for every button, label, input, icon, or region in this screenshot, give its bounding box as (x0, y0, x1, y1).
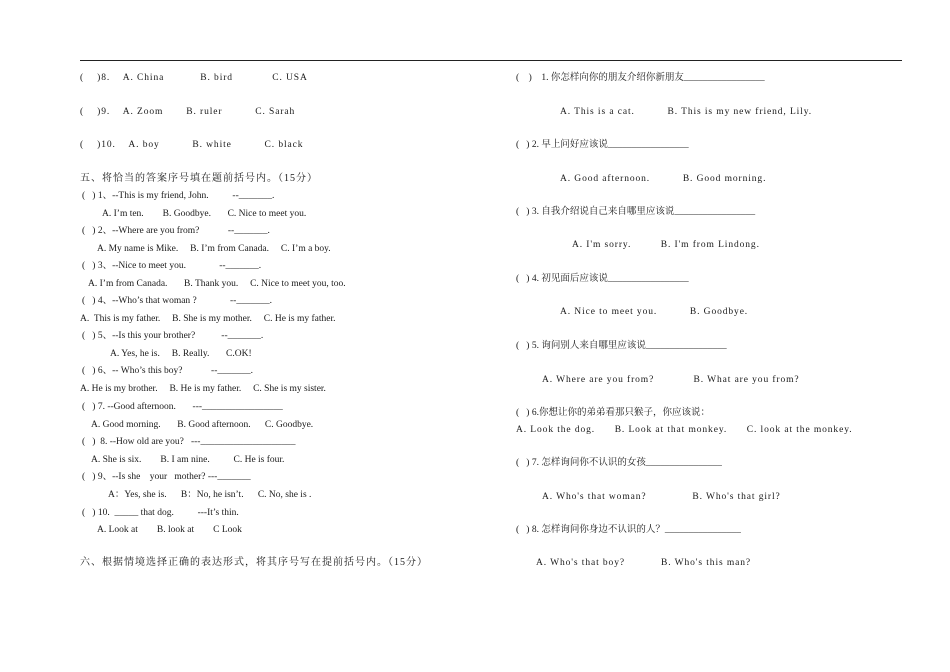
r-options-4: A. Nice to meet you. B. Goodbye. (560, 307, 749, 317)
r-options-6: A. Look the dog. B. Look at that monkey. C. look at the monkey. (516, 425, 853, 435)
r-options-1: A. This is a cat. B. This is my new friend, Lily. (560, 107, 813, 117)
question-9: ( )9. A. Zoom B. ruler C. Sarah (80, 107, 296, 117)
section-5-title: 五、将恰当的答案序号填在题前括号内。（15分） (80, 173, 318, 184)
s5-options-4: A. This is my father. B. She is my mother. C. He is my father. (80, 314, 336, 324)
s5-question-7: ( ) 7. --Good afternoon. ---_________________ (82, 402, 283, 412)
r-question-6: ( ) 6.你想让你的弟弟看那只猴子，你应该说： (516, 408, 710, 418)
s5-options-1: A. I’m ten. B. Goodbye. C. Nice to meet you. (102, 209, 307, 219)
s5-question-4: ( ) 4、--Who’s that woman ? --_______. (82, 296, 272, 306)
s5-question-5: ( ) 5、--Is this your brother? --_______. (82, 331, 264, 341)
s5-options-10: A. Look at B. look at C Look (97, 525, 242, 535)
s5-question-10: ( ) 10. _____ that dog. ---It’s thin. (82, 508, 239, 518)
s5-options-5: A. Yes, he is. B. Really. C.OK! (110, 349, 252, 359)
r-options-7: A. Who's that woman? B. Who's that girl? (542, 492, 781, 502)
s5-options-3: A. I’m from Canada. B. Thank you. C. Nice to meet you, too. (88, 279, 346, 289)
s5-options-8: A. She is six. B. I am nine. C. He is four. (91, 455, 285, 465)
r-options-8: A. Who's that boy? B. Who's this man? (536, 558, 752, 568)
r-question-7: ( ) 7. 怎样询问你不认识的女孩________________ (516, 458, 722, 468)
r-options-2: A. Good afternoon. B. Good morning. (560, 174, 767, 184)
r-question-2: ( ) 2. 早上问好应该说_________________ (516, 140, 689, 150)
r-question-4: ( ) 4. 初见面后应该说_________________ (516, 274, 689, 284)
question-8: ( )8. A. China B. bird C. USA (80, 73, 308, 83)
s5-question-3: ( ) 3、--Nice to meet you. --_______. (82, 261, 262, 271)
s5-question-9: ( ) 9、--Is she your mother? ---_______ (82, 472, 251, 482)
r-question-5: ( ) 5. 询问别人来自哪里应该说_________________ (516, 341, 727, 351)
r-options-5: A. Where are you from? B. What are you from? (542, 375, 800, 385)
s5-question-1: ( ) 1、--This is my friend, John. --_______. (82, 191, 275, 201)
r-options-3: A. I'm sorry. B. I'm from Lindong. (572, 240, 760, 250)
s5-options-7: A. Good morning. B. Good afternoon. C. Goodbye. (91, 420, 314, 430)
r-question-8: ( ) 8. 怎样询问你身边不认识的人？________________ (516, 525, 741, 535)
top-rule (80, 60, 902, 61)
s5-question-6: ( ) 6、-- Who’s this boy? --_______. (82, 366, 253, 376)
s5-question-8: ( ) 8. --How old are you? ---____________________ (82, 437, 296, 447)
r-question-1: ( ) 1. 你怎样向你的朋友介绍你新朋友_________________ (516, 73, 765, 83)
question-10: ( )10. A. boy B. white C. black (80, 140, 304, 150)
r-question-3: ( ) 3. 自我介绍说自己来自哪里应该说_________________ (516, 207, 756, 217)
section-6-title: 六、根据情境选择正确的表达形式，将其序号写在提前括号内。（15分） (80, 557, 428, 568)
s5-options-6: A. He is my brother. B. He is my father. C. She is my sister. (80, 384, 326, 394)
s5-options-2: A. My name is Mike. B. I’m from Canada. C. I’m a boy. (97, 244, 331, 254)
s5-question-2: ( ) 2、--Where are you from? --_______. (82, 226, 270, 236)
s5-options-9: A：Yes, she is. B：No, he isn’t. C. No, she is . (108, 490, 312, 500)
